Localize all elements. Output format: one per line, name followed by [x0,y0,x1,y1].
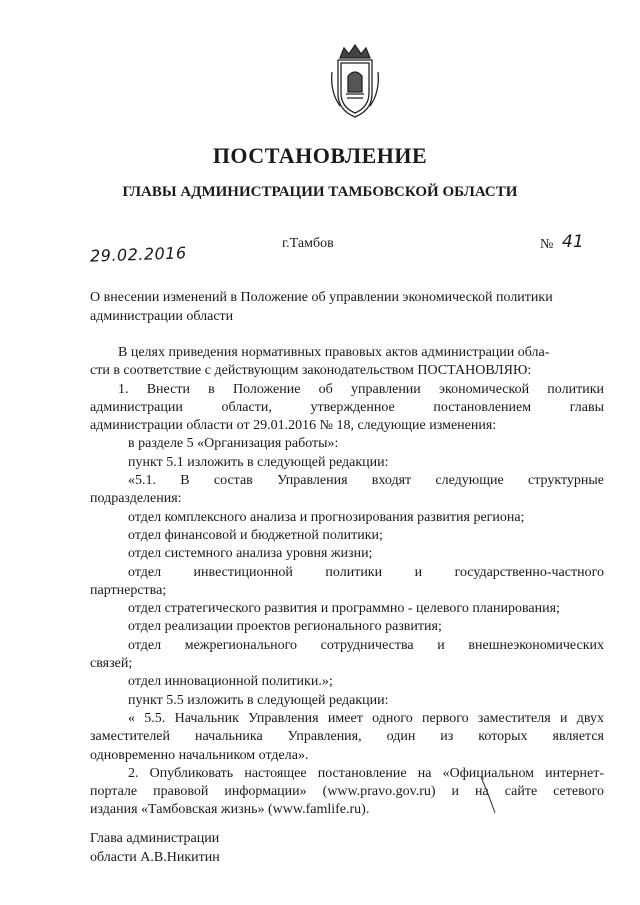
p51-line: «5.1. В состав Управления входят следующие структурные [128,473,604,489]
p51-line: подразделения: [90,491,182,507]
item2-line: 2. Опубликовать настоящее постановление на «Официальном интернет- [128,765,604,781]
p55-line: « 5.5. Начальник Управления имеет одного первого заместителя и двух [128,710,604,726]
dept-item: отдел инвестиционной политики и государственно-частного [128,564,604,580]
dept-item: партнерства; [90,582,167,598]
p55-intro: пункт 5.5 изложить в следующей редакции: [128,692,389,708]
pen-stroke-mark [478,775,498,815]
signature-block [90,830,390,867]
dept-item: отдел комплексного анализа и прогнозирования развития региона; [128,509,525,525]
dept-item: отдел стратегического развития и программно - целевого планирования; [128,601,560,617]
dept-item: связей; [90,656,133,672]
p55-line: заместителей начальника Управления, один из которых является [90,729,604,745]
dept-item: отдел системного анализа уровня жизни; [128,546,373,562]
dept-item: отдел финансовой и бюджетной политики; [128,527,383,543]
signature-line: области А.В.Никитин [90,849,220,865]
item1-line: администрации области, утвержденное постановлением главы [90,399,604,415]
dept-item: отдел межрегионального сотрудничества и внешнеэкономических [128,637,604,653]
city: г.Тамбов [282,236,334,251]
section5-line: в разделе 5 «Организация работы»: [128,436,339,452]
p55-line: одновременно начальником отдела». [90,747,309,763]
document-subtitle: ГЛАВЫ АДМИНИСТРАЦИИ ТАМБОВСКОЙ ОБЛАСТИ [122,184,518,200]
p51-intro: пункт 5.1 изложить в следующей редакции: [128,454,389,470]
signature-line: Глава администрации [90,831,220,846]
handwritten-date: 29.02.2016 [89,243,187,266]
handwritten-number: 41 [562,232,584,252]
number-label: № [540,237,554,252]
document-body [90,344,604,820]
document-title: ПОСТАНОВЛЕНИЕ [212,143,428,168]
item2-line: портале правовой информации» (www.pravo.gov.ru) и на сайте сетевого [90,784,604,800]
preamble-line: В целях приведения нормативных правовых актов администрации обла- [118,345,550,360]
dept-item: отдел реализации проектов регионального развития; [128,619,442,635]
item2-line: издания «Тамбовская жизнь» (www.famlife.ru). [90,802,370,818]
dept-item: отдел инновационной политики.»; [128,674,333,690]
preamble-line: сти в соответствие с действующим законодательством ПОСТАНОВЛЯЮ: [90,363,532,379]
item1-line: 1. Внести в Положение об управлении экономической политики [118,381,604,397]
document-subject: О внесении изменений в Положение об управлении экономической политики администрации области [90,290,553,324]
tambov-coat-of-arms-icon [326,42,384,120]
item1-line: администрации области от 29.01.2016 № 18, следующие изменения: [90,418,497,434]
